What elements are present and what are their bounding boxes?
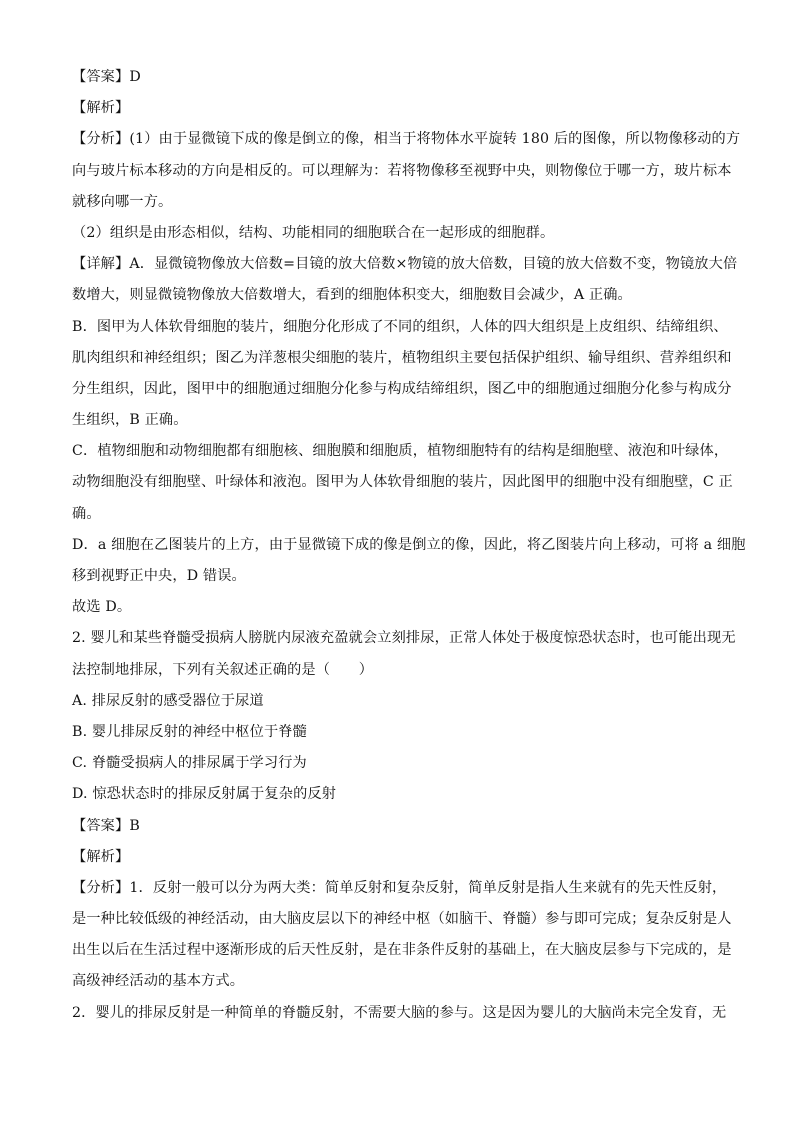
conclusion-line: 故选 D。 bbox=[72, 599, 132, 616]
text-line: D．a 细胞在乙图装片的上方，由于显微镜下成的像是倒立的像，因此，将乙图装片向上移动，可将 a 细胞 bbox=[72, 536, 746, 553]
option-c: C. 脊髓受损病人的排尿属于学习行为 bbox=[72, 755, 307, 772]
text-line: 就移向哪一方。 bbox=[72, 193, 173, 210]
text-line: 2．婴儿的排尿反射是一种简单的脊髓反射，不需要大脑的参与。这是因为婴儿的大脑尚未完全发育，无 bbox=[72, 1004, 727, 1021]
question-stem: 法控制地排尿，下列有关叙述正确的是（ ） bbox=[72, 661, 374, 678]
text-line: 向与玻片标本移动的方向是相反的。可以理解为：若将物像移至视野中央，则物像位于哪一方，玻片标本 bbox=[72, 162, 732, 179]
text-line: 动物细胞没有细胞壁、叶绿体和液泡。图甲为人体软骨细胞的装片，因此图甲的细胞中没有细胞壁，C 正 bbox=[72, 474, 733, 491]
document-page bbox=[72, 62, 746, 1029]
option-a: A. 排尿反射的感受器位于尿道 bbox=[72, 692, 264, 709]
text-line: 是一种比较低级的神经活动，由大脑皮层以下的神经中枢（如脑干、脊髓）参与即可完成；复杂反射是人 bbox=[72, 911, 732, 928]
text-line: 确。 bbox=[72, 505, 101, 522]
answer-label-1: 【答案】D bbox=[72, 69, 141, 85]
analysis-heading-1: 【解析】 bbox=[72, 100, 130, 117]
text-line: C．植物细胞和动物细胞都有细胞核、细胞膜和细胞质，植物细胞特有的结构是细胞壁、液泡和叶绿体， bbox=[72, 443, 729, 460]
text-line: 数增大，则显微镜物像放大倍数增大，看到的细胞体积变大，细胞数目会减少，A 正确。 bbox=[72, 287, 632, 304]
text-line: 分生组织，因此，图甲中的细胞通过细胞分化参与构成结缔组织，图乙中的细胞通过细胞分化参与构成分 bbox=[72, 380, 732, 397]
answer-label-2: 【答案】B bbox=[72, 817, 140, 834]
question-stem: 2. 婴儿和某些脊髓受损病人膀胱内尿液充盈就会立刻排尿，正常人体处于极度惊恐状态时，也可能出现无 bbox=[72, 630, 736, 647]
text-line: 移到视野正中央，D 错误。 bbox=[72, 568, 246, 584]
text-line: 【分析】1．反射一般可以分为两大类：简单反射和复杂反射，简单反射是指人生来就有的先天性反射， bbox=[72, 879, 727, 896]
text-line: 生组织，B 正确。 bbox=[72, 412, 188, 429]
text-line: B．图甲为人体软骨细胞的装片，细胞分化形成了不同的组织，人体的四大组织是上皮组织、结缔组织、 bbox=[72, 318, 728, 335]
text-line: 【分析】(1）由于显微镜下成的像是倒立的像，相当于将物体水平旋转 180 后的图像，所以物像移动的方 bbox=[72, 131, 741, 148]
text-line: 出生以后在生活过程中逐渐形成的后天性反射，是在非条件反射的基础上，在大脑皮层参与下完成的，是 bbox=[72, 942, 732, 959]
text-line: 高级神经活动的基本方式。 bbox=[72, 973, 245, 990]
text-line: 肌肉组织和神经组织；图乙为洋葱根尖细胞的装片，植物组织主要包括保护组织、输导组织、营养组织和 bbox=[72, 349, 732, 366]
analysis-heading-2: 【解析】 bbox=[72, 848, 130, 865]
text-line: 【详解】A．显微镜物像放大倍数=目镜的放大倍数×物镜的放大倍数，目镜的放大倍数不变，物镜放大倍 bbox=[72, 256, 738, 273]
text-line: （2）组织是由形态相似，结构、功能相同的细胞联合在一起形成的细胞群。 bbox=[72, 224, 555, 241]
option-d: D. 惊恐状态时的排尿反射属于复杂的反射 bbox=[72, 786, 337, 803]
option-b: B. 婴儿排尿反射的神经中枢位于脊髓 bbox=[72, 723, 307, 740]
